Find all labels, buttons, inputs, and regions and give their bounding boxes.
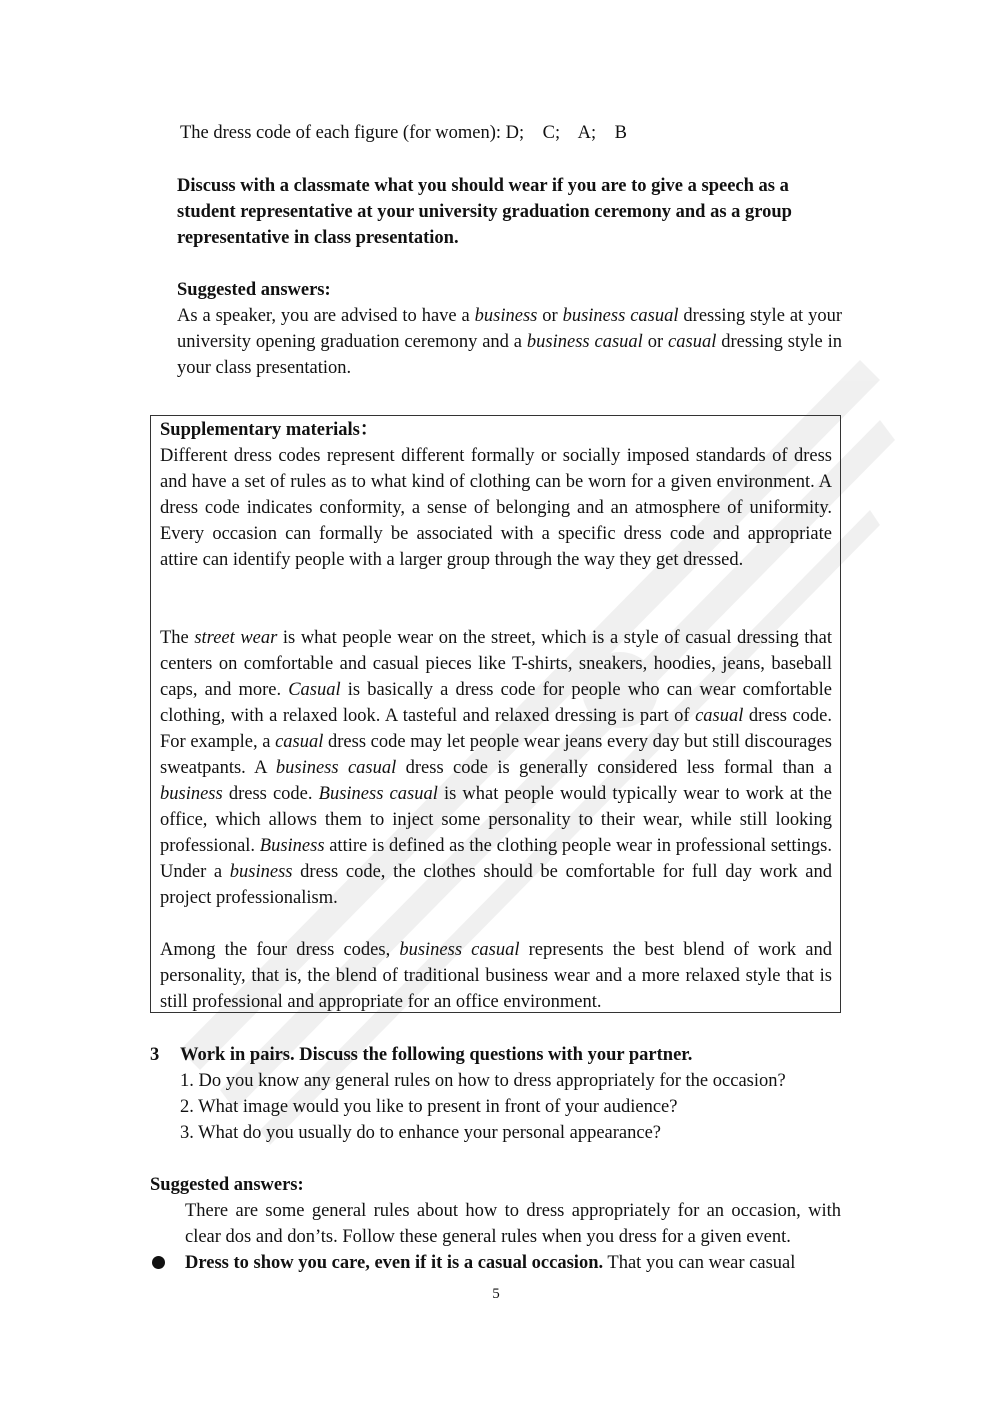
supplementary-paragraph-3	[160, 937, 832, 1015]
italic-term: Business	[259, 836, 325, 856]
text-run: is what people would typically wear to work at the office, which allows them to inject some personality to their wear, while still looking professional.	[160, 784, 832, 856]
bullet-rest-text: That you can wear casual	[603, 1253, 796, 1273]
italic-term: casual	[668, 332, 717, 352]
suggested-answers-heading-2: Suggested answers:	[150, 1175, 304, 1195]
italic-term: casual	[695, 706, 744, 726]
page-number: 5	[492, 1286, 500, 1302]
italic-term: business	[474, 306, 538, 326]
italic-term: business casual	[275, 758, 397, 778]
discuss-line-2: student representative at your university graduation ceremony and as a group	[177, 202, 792, 222]
bullet-icon	[152, 1256, 165, 1269]
italic-term: business	[229, 862, 293, 882]
question-2: 2. What image would you like to present in front of your audience?	[180, 1097, 678, 1117]
text-run: dress code. For example, a	[160, 706, 832, 752]
suggested-answer-text	[177, 303, 842, 381]
task-number: 3	[150, 1045, 160, 1065]
text-run: is basically a dress code for people who can wear comfortable clothing, with a relaxed look. A tasteful and relaxed dressing is part of	[160, 680, 832, 726]
italic-term: business	[160, 784, 223, 804]
supplementary-paragraph-1: Different dress codes represent different formally or socially imposed standards of dress and have a set of rules as to what kind of clothing can be worn for a given environment. A dress code indicates conformity, a sense of belonging and an atmosphere of uniformity. Every occasion can formally be associated with a specific dress code and appropriate attire can identify people with a larger group through the way they get dressed.	[160, 446, 832, 570]
italic-term: business casual	[562, 306, 679, 326]
text-run: As a speaker, you are advised to have a	[177, 306, 475, 326]
text-run: dressing style in your class presentation.	[177, 332, 843, 378]
italic-term: Casual	[288, 680, 341, 700]
text-run: dress code.	[222, 784, 319, 804]
text-run: or	[537, 306, 563, 326]
suggested-answers-heading: Suggested answers:	[177, 280, 331, 300]
question-3: 3. What do you usually do to enhance your personal appearance?	[180, 1123, 661, 1143]
italic-term: casual	[275, 732, 324, 752]
text-run: dress code, the clothes should be comfortable for full day work and project professionalism.	[160, 862, 832, 908]
discuss-line-1: Discuss with a classmate what you should wear if you are to give a speech as a	[177, 176, 789, 196]
text-run: is what people wear on the street, which is a style of casual dressing that centers on comfortable and casual pieces like T-shirts, sneakers, hoodies, jeans, baseball caps, and more.	[160, 628, 833, 700]
text-run: Among the four dress codes,	[160, 940, 400, 960]
text-run: attire is defined as the clothing people wear in professional settings. Under a	[160, 836, 832, 882]
text-run: or	[642, 332, 669, 352]
text-run: dress code is generally considered less formal than a	[396, 758, 832, 778]
italic-term: street wear	[194, 628, 278, 648]
italic-term: business casual	[526, 332, 643, 352]
dress-code-answer: The dress code of each figure (for women): D; C; A; B	[180, 123, 627, 143]
bullet-item	[185, 1250, 795, 1276]
text-run: represents the best blend of work and personality, that is, the blend of traditional business wear and a more relaxed style that is still professional and appropriate for an office environment.	[160, 940, 832, 1012]
discuss-line-3: representative in class presentation.	[177, 228, 459, 248]
bullet-bold-text: Dress to show you care, even if it is a casual occasion.	[185, 1253, 604, 1273]
suggested-intro-text: There are some general rules about how to dress appropriately for an occasion, with clear dos and don’ts. Follow these general rules when you dress for a given event.	[185, 1201, 841, 1247]
supplementary-heading: Supplementary materials：	[160, 420, 379, 440]
italic-term: Business casual	[318, 784, 438, 804]
text-run: The	[160, 628, 195, 648]
italic-term: business casual	[399, 940, 520, 960]
text-run: dressing style at your university opening graduation ceremony and a	[177, 306, 842, 352]
question-1: 1. Do you know any general rules on how to dress appropriately for the occasion?	[180, 1071, 786, 1091]
text-run: dress code may let people wear jeans every day but still discourages sweatpants. A	[160, 732, 832, 778]
task-title: Work in pairs. Discuss the following questions with your partner.	[180, 1045, 693, 1065]
supplementary-paragraph-2	[160, 625, 832, 911]
